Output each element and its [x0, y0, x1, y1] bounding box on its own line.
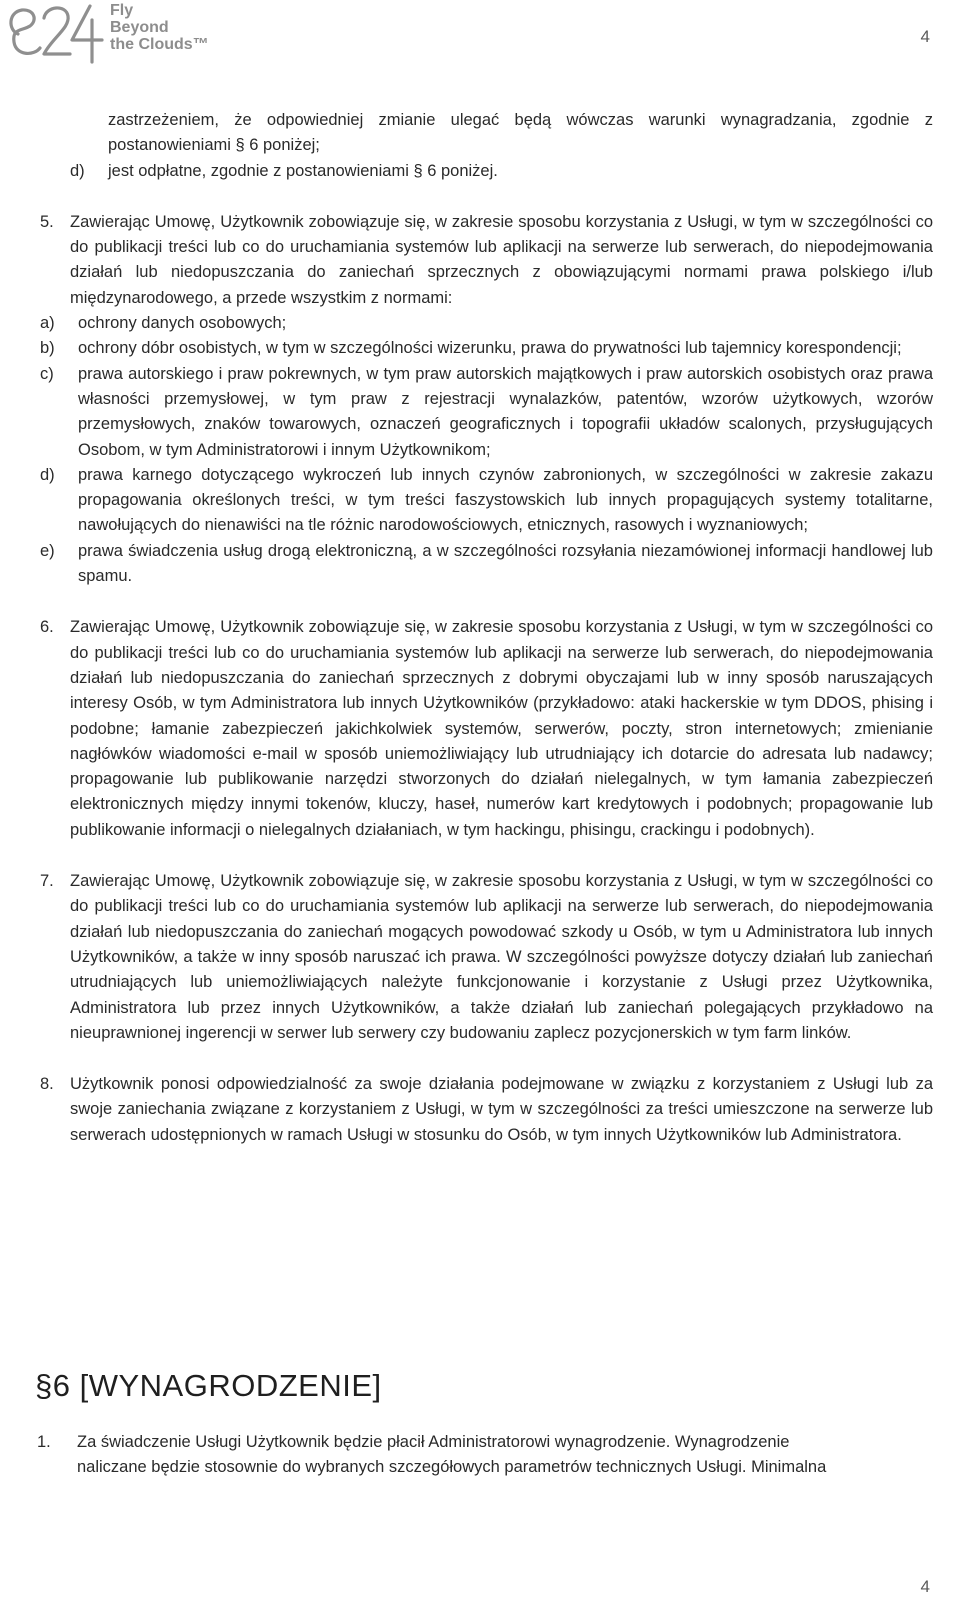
list-item-text: prawa karnego dotyczącego wykroczeń lub innych czynów zabronionych, w szczególności w zakresie zakazu propagowania określonych treści, w tym treści faszystowskich lub innych propagujących systemy totalitarne, nawołujących do nienawiści na tle różnic narodowościowych, etnicznych, rasowych i wyznaniowych;: [78, 465, 933, 535]
list-item-text: ochrony danych osobowych;: [78, 314, 287, 333]
list-marker: 1.: [37, 1433, 51, 1451]
section-intro: Zawierając Umowę, Użytkownik zobowiązuje się, w zakresie sposobu korzystania z Usługi, w tym w szczególności co do publikacji treści lub co do uruchamiania systemów lub aplikacji na serwerze lub serwerach, do niepodejmowania działań lub niedopuszczania do zaniechań sprzecznych z obowiązującymi normami prawa polskiego i/lub międzynarodowego, a przede wszystkim z normami:: [70, 212, 933, 307]
list-marker: c): [40, 364, 54, 383]
list-item-a: [40, 311, 933, 336]
list-item-text: ochrony dóbr osobistych, w tym w szczególności wizerunku, prawa do prywatności lub tajemnicy korespondencji;: [78, 339, 902, 358]
company-logo: [6, 0, 226, 70]
section-5: [40, 210, 933, 311]
section-7: [40, 869, 933, 1046]
section-number: 8.: [40, 1075, 54, 1094]
logo-line-fly: Fly: [110, 2, 134, 19]
list-marker: d): [40, 465, 55, 484]
logo-tagline: [110, 2, 209, 53]
page-number-bottom: 4: [920, 1577, 930, 1596]
page-number-top: 4: [920, 27, 930, 46]
list-item-d-prev: [40, 159, 933, 184]
list-marker: d): [70, 161, 85, 180]
list-marker: a): [40, 314, 55, 333]
list-item-text: jest odpłatne, zgodnie z postanowieniami § 6 poniżej.: [108, 161, 498, 180]
section-8: [40, 1072, 933, 1148]
section-number: 7.: [40, 872, 54, 891]
list-item-d: [40, 463, 933, 539]
wynagrodzenie-line-1: Za świadczenie Usługi Użytkownik będzie płacił Administratorowi wynagrodzenie. Wynagrodzenie: [77, 1433, 790, 1451]
section-text: Zawierając Umowę, Użytkownik zobowiązuje się, w zakresie sposobu korzystania z Usługi, w tym w szczególności co do publikacji treści lub co do uruchamiania systemów lub aplikacji na serwerze lub serwerach, do niepodejmowania działań lub niedopuszczania do zaniechań sprzecznych z dobrymi obyczajami lub w inny sposób naruszających interesy Osób, w tym Administratora lub innych Użytkowników (przykładowo: ataki hackerskie w tym DDOS, phising i podobne; łamanie zabezpieczeń jakichkolwiek systemów, serwerów, poczty, stron internetowych; zmienianie nagłówków wiadomości e-mail w sposób uniemożliwiający lub utrudniający ich dotarcie do adresata lub nadawcy; propagowanie lub publikowanie narzędzi stworzonych do działań nielegalnych, w tym łamania zabezpieczeń elektronicznych między innymi tokenów, kluczy, haseł, numerów kart kredytowych i podobnych; propagowanie lub publikowanie informacji o nielegalnych działaniach, w tym hackingu, phisingu, crackingu i podobnych).: [70, 618, 933, 839]
section-6: [40, 615, 933, 843]
list-item-b: [40, 336, 933, 361]
section-text: Użytkownik ponosi odpowiedzialność za swoje działania podejmowane w związku z korzystaniem z Usługi lub za swoje zaniechania związane z korzystaniem z Usługi, w tym w szczególności za treści umieszczone na serwerze lub serwerach udostępnionych w ramach Usługi w stosunku do Osób, w tym innych Użytkowników lub Administratora.: [70, 1075, 933, 1144]
wynagrodzenie-item-1: [37, 1430, 917, 1481]
continuation-paragraph: zastrzeżeniem, że odpowiedniej zmianie ulegać będą wówczas warunki wynagradzania, zgodnie z postanowieniami § 6 poniżej;: [108, 111, 933, 155]
section-text: Zawierając Umowę, Użytkownik zobowiązuje się, w zakresie sposobu korzystania z Usługi, w tym w szczególności co do publikacji treści lub co do uruchamiania systemów lub aplikacji na serwerze lub serwerach, do niepodejmowania działań lub niedopuszczania do zaniechań mogących powodować szkody u Osób, w tym u Administratora lub innych Użytkowników, a także w inny sposób naruszać ich prawa. W szczególności powyższe dotyczy działań lub zaniechań utrudniających lub uniemożliwiających należyte funkcjonowanie i korzystanie z Usługi przez Użytkownika, Administratora lub przez innych Użytkowników, a także działań lub zaniechań polegających przykładowo na nieuprawnionej ingerencji w serwer lub serwery czy budowaniu zaplecz pozycjonerskich w tym farm linków.: [70, 872, 933, 1042]
list-marker: e): [40, 541, 55, 560]
wynagrodzenie-text: [77, 1430, 917, 1481]
logo-line-clouds: the Clouds™: [110, 36, 209, 53]
list-item-text: prawa autorskiego i praw pokrewnych, w tym praw autorskich majątkowych i praw autorskich osobistych oraz prawa własności przemysłowej, w tym praw z rejestracji wynalazków, patentów, wzorów użytkowych, wzorów przemysłowych, znaków towarowych, oznaczeń geograficznych i topografii układów scalonych, przysługujących Osobom, w tym Administratorowi i innym Użytkownikom;: [78, 364, 933, 459]
section-number: 6.: [40, 618, 54, 637]
list-marker: b): [40, 339, 55, 358]
list-item-text: prawa świadczenia usług drogą elektroniczną, a w szczególności rozsyłania niezamówionej informacji handlowej lub spamu.: [78, 541, 933, 586]
e24-logo-mark-icon: [6, 0, 106, 64]
section-number: 5.: [40, 212, 54, 231]
list-item-e: [40, 539, 933, 590]
document-body: [40, 108, 933, 1148]
list-item-c: [40, 362, 933, 463]
logo-line-beyond: Beyond: [110, 19, 169, 36]
wynagrodzenie-line-2: naliczane będzie stosownie do wybranych szczegółowych parametrów technicznych Usługi. Minimalna: [77, 1458, 827, 1477]
section-heading-wynagrodzenie: §6 [WYNAGRODZENIE]: [35, 1368, 382, 1403]
